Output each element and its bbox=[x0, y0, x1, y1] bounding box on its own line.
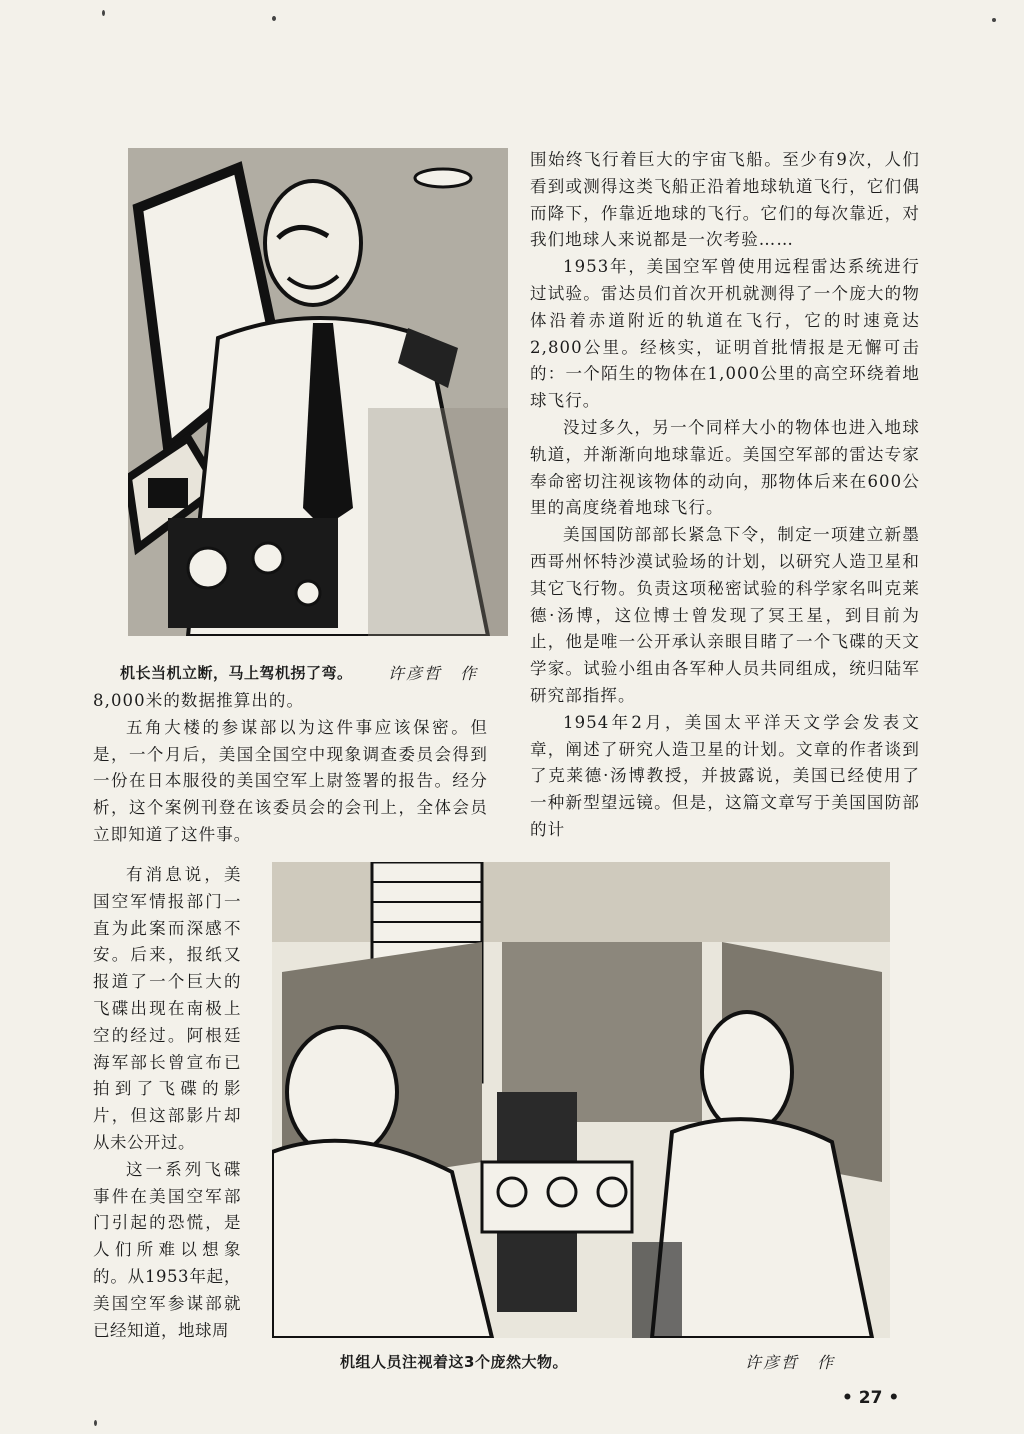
right-text-column bbox=[530, 147, 920, 844]
paragraph: 1953年，美国空军曾使用远程雷达系统进行过试验。雷达员们首次开机就测得了一个庞大的物体沿着赤道附近的轨道在飞行，它的时速竟达2,800公里。经核实，证明首批情报是无懈可击的：一个陌生的物体在1,000公里的高空环绕着地球飞行。 bbox=[530, 257, 920, 411]
paragraph: 有消息说，美国空军情报部门一直为此案而深感不安。后来，报纸又报道了一个巨大的飞碟出现在南极上空的经过。阿根廷海军部长曾宣布已拍到了飞碟的影片，但这部影片却从未公开过。 bbox=[93, 865, 241, 1152]
scan-speck bbox=[94, 1420, 97, 1426]
pilot-figure-credit: 许彦哲 作 bbox=[388, 664, 479, 683]
cockpit-figure-credit: 许彦哲 作 bbox=[745, 1353, 836, 1372]
scan-speck bbox=[272, 16, 276, 21]
paragraph: 美国国防部部长紧急下令，制定一项建立新墨西哥州怀特沙漠试验场的计划，以研究人造卫星和其它飞行物。负责这项秘密试验的科学家名叫克莱德·汤博，这位博士曾发现了冥王星，到目前为止，他是唯一公开承认亲眼目睹了一个飞碟的天文学家。试验小组由各军种人员共同组成，统归陆军研究部指挥。 bbox=[530, 525, 920, 705]
paragraph: 这一系列飞碟事件在美国空军部门引起的恐慌，是人们所难以想象的。从1953年起，美国空军参谋部就已经知道，地球周 bbox=[93, 1159, 241, 1340]
narrow-text-column bbox=[93, 862, 241, 1344]
paragraph: 1954年2月，美国太平洋天文学会发表文章，阐述了研究人造卫星的计划。文章的作者谈到了克莱德·汤博教授，并披露说，美国已经使用了一种新型望远镜。但是，这篇文章写于美国国防部的计 bbox=[530, 712, 920, 839]
paragraph: 8,000米的数据推算出的。 bbox=[93, 691, 305, 710]
pilot-portrait-illustration bbox=[128, 148, 508, 636]
scan-speck bbox=[102, 10, 105, 16]
scan-speck bbox=[992, 18, 996, 22]
cockpit-crew-drawing bbox=[272, 862, 890, 1338]
paragraph: 围始终飞行着巨大的宇宙飞船。至少有9次，人们看到或测得这类飞船正沿着地球轨道飞行，它们偶而降下，作靠近地球的飞行。它们的每次靠近，对我们地球人来说都是一次考验…… bbox=[530, 150, 920, 250]
cockpit-crew-illustration bbox=[272, 862, 890, 1338]
pilot-portrait-drawing bbox=[128, 148, 508, 636]
pilot-figure-caption: 机长当机立断，马上驾机拐了弯。 bbox=[120, 664, 353, 682]
paragraph: 五角大楼的参谋部以为这件事应该保密。但是，一个月后，美国全国空中现象调查委员会得到一份在日本服役的美国空军上尉签署的报告。经分析，这个案例刊登在该委员会的会刊上，全体会员立即知道了这件事。 bbox=[93, 717, 488, 844]
paragraph: 没过多久，另一个同样大小的物体也进入地球轨道，并渐渐向地球靠近。美国空军部的雷达专家奉命密切注视该物体的动向，那物体后来在600公里的高度绕着地球飞行。 bbox=[530, 417, 920, 518]
cockpit-figure-caption: 机组人员注视着这3个庞然大物。 bbox=[340, 1353, 568, 1371]
page-number: • 27 • bbox=[842, 1388, 900, 1408]
left-text-column bbox=[93, 688, 488, 849]
